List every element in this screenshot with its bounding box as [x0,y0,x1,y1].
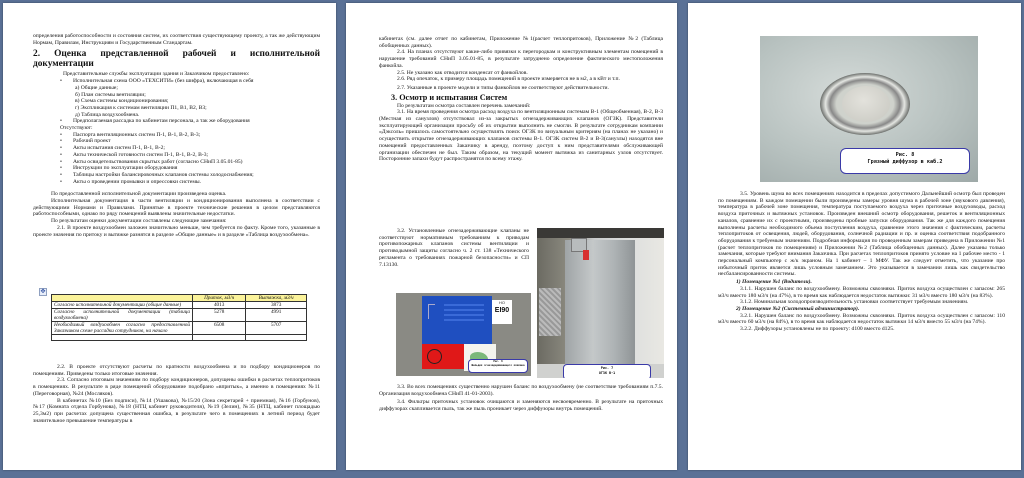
figure-6-caption: Рис. 6 Шильдик огнезадерживающего клапана [468,359,528,373]
provided-label: Представительные службы эксплуатации здания и Заказчиком предоставлено: [63,71,250,78]
paragraph: 2.5. Не указано как отводится конденсат от фанкойлов. [397,69,528,76]
table-cell [246,335,307,341]
paragraph: кабинетах (см. далее отчет по кабинетам, Приложение №1(расчет теплопритоков), Приложение №2 (Таблица обобщенных данных). [379,36,663,49]
table-cell: Согласно исполнительной документации (таблица воздухообмена) [52,309,193,322]
figure-6-damper-label-photo [396,293,531,376]
page-2-body [379,36,663,163]
table-row [52,309,307,322]
provided-item: • Исполнительная схема ООО «ТЕХСИТИ» (без шифра), включающая в себя [73,78,320,85]
missing-item: • Паспорта вентиляционных систем П-1, В-1, В-2, В-3; [73,132,320,139]
missing-item: • Рабочий проект [73,138,320,145]
missing-label: Отсутствуют: [60,125,93,132]
paragraph: 2.4. На планах отсутствуют какие-либо привязки к перегородкам и конструктивным элементам помещений в нарушение требований СНиП 3.05.01-85, в результате затруднено определение фактического местоположения фанкойла. [379,49,663,69]
paragraph: 2.3. Согласно итоговым значениям по подбору кондиционеров, допущены ошибки в расчетах теплопритоков в помещениях. В результате в ряде помещений оборудование подобрано «впритык», а именно в помещениях №11 (Переговорная), №24 (Мосляков). [33,377,320,397]
table-cell: 4013 [193,302,246,309]
figure-8-diffuser-photo [760,36,978,182]
diffuser-center [842,86,890,122]
provided-subitem: в) Схема системы кондиционирования; [75,98,169,105]
paragraph: 3.5. Уровень шума во всех помещениях находится в пределах допустимого Дальнейший осмотр был проведен по помещениям. В каждом помещении были произведены замеры уровня шума в рабочей зоне (звукового давления), температура в рабочей зоне помещения, температура поступаемого воздуха через приточные воздуховоды, расход воздуха приточных и вытяжных установок. Произведен внешний осмотр оборудования, решеток и вентиляционных каналов, сравнение их с проектными, произведены пробные запуски оборудования. Так же для каждого помещения выполнены расчеты необходимого объема поступления воздуха, сравнение этого значения с фактическим, расчеты теплопритоков от освещения, людей, оборудования, солнечной радиации и пр. и оценка соответствия подобранного оборудования к требуемым значениям. Подробная информация по проведенным замерам приведена в Приложении №1 (расчет теплопритоков по помещениям) и Приложении №2 (Таблица обобщенных данных). Далее указаны только замечания, которые требуют внимания Заказчика. При расчетах теплопритоков принято условие на 1 рабочее место - 1 персональный компьютер с ж/к экраном. На 1 кабинет – 1 МФУ. Так же следует отметить, что указание про избыточный приток является лишь условным замечанием. Это указывается в замечании лишь как свидетельство несбалансированности системы. [718,191,1005,278]
page-1-body [33,33,320,238]
paragraph: 3.2.1. Нарушен баланс по воздухообмену. Возможны сквозняки. Приток воздуха осуществлен с запасом: 110 м3/ч вместо 60 м3/ч (на 84%), в то время как наблюдается недостаток вытяжки 14 м3/ч вместо 55 м3/ч (на 74%). [718,312,1005,326]
table-cell: Согласно исполнительной документации (общие данные) [52,302,193,309]
table-cell: 5278 [193,309,246,322]
room-1-heading: 1) Помещение №1 (Водители). [736,279,812,286]
paragraph: По результатам осмотра составлен перечень замечаний: [397,102,531,109]
table-header-cell: Вытяжка, м3/ч [246,295,307,302]
document-page-1 [3,3,336,470]
table-row [52,335,307,341]
missing-item: • Инструкции по эксплуатации оборудования [73,165,320,172]
table-cell: 4991 [246,309,307,322]
missing-item: • Таблицы настройки балансировочных клапанов системы холодоснабжения; [73,172,320,179]
missing-item: • Акты испытания систем П-1, В-1, В-2; [73,145,320,152]
paragraph: 3.4. Фильтры приточных установок очищаются и заменяются несвоевременно. В результате на приточных диффузорах скапливается пыль, так же пыль проникает через диффузоры внутрь помещений. [379,399,663,413]
brand-logo-icon [427,349,442,364]
intro-paragraph: определения работоспособности и состояния систем, их соответствия существующему проекту, а так же действующим Нормам, Правилам, Инструкциям и Государственным Стандартам. [33,33,320,46]
paragraph: 3.1.2. Номинальная холодопроизводительность установки соответствует требуемым значениям. [740,299,969,306]
red-label [422,344,464,369]
paragraph: По результатам оценки документации составлены следующие замечания: [51,218,227,225]
paragraph: Исполнительная документация в части вентиляции и кондиционирования выполнена в соответствии с действующими Нормами и Правилами. Принятые в проекте технические решения в целом представляются работоспособными, однако по ряду помещений выявлены значительные недостатки. [33,198,320,218]
page-1-body-continued [33,364,320,424]
missing-item: • Акты освидетельствования скрытых работ (согласно СНиП 3.05.01-85) [73,159,320,166]
duct-body [565,240,635,364]
table-cell [52,335,193,341]
document-page-2 [346,3,677,470]
paragraph: 2.7. Указанные в проекте модели и типы фанкойлов не соответствуют действительности. [397,84,609,91]
figure-7-fire-damper-photo [537,228,664,378]
page-3-body [718,191,1005,333]
fire-rating-sticker: НО EI90 [492,300,512,324]
figure-8-caption: Рис. 8 Грязный диффузор в каб.2 [840,148,970,174]
table-header-cell [52,295,193,302]
paragraph: В кабинетах №10 (Без подписи), №14 (Ушакова), №15/20 (Зона секретарей + приемная), №16 (Горбунов), №17 (Комната отдела Горбунова), №18 (НТЦ кабинет руководителя), №19 (Зелин), №35 (НТЦ, кабинет площадью 25,3м2) при расчетах допущена существенная ошибка, в результате чего в помещениях в летний период будет значительное превышение температуры в [33,397,320,424]
table-cell: Необходимый воздухообмен согласно предоставленной Заказчиком схеме рассадки сотрудников, на начало [52,322,193,335]
paragraph: 3.2.2. Диффузоры установлены не по проекту: d100 вместо d125. [740,326,895,333]
provided-extra: • Предполагаемая рассадка по кабинетам персонала, а так же оборудования [73,118,320,125]
airflow-table [51,294,307,341]
paragraph: По предоставленной исполнительной документации произведена оценка. [51,191,227,198]
section-2-heading: 2. Оценка представленной рабочей и исполнительной документации [33,49,320,70]
room-2-heading: 2) Помещение №2 (Системный администратор). [736,305,860,312]
table-move-handle-icon[interactable]: ✥ [40,289,46,295]
paragraph: 2.1. В проекте воздухообмен заложен значительно меньше, чем требуется по факту. Кроме того, указанные в проекте значения по притоку и вытяжке разнятся в разделе «Общие данные» и в разделе «Таблица воздухообмена». [33,224,320,238]
paragraph: 3.2. Установленные огнезадерживающие клапаны не соответствуют нормативным требованиям к приводам противопожарных клапанов системы вентиляции и противодымной защиты согласно ч. 2 ст. 138 «Технического регламента о требованиях пожарной безопасности» и СП 7.13130. [379,228,529,268]
table-header-row [52,295,307,302]
paragraph: 3.1.1. Нарушен баланс по воздухообмену. Возможны сквозняки. Приток воздуха осуществлен с запасом: 265 м3/ч вместо 180 м3/ч (на 47%), в то время как наблюдается недостаток вытяжки: 31 м3/ч вместо 180 м3/ч (на 83%). [718,285,1005,299]
table-cell: 5707 [246,322,307,335]
table-cell: 6508 [193,322,246,335]
provided-subitem: г) Экспликация к системам вентиляции П1, В1, В2, В3; [75,104,207,111]
table-row [52,322,307,335]
provided-subitem: б) План системы вентиляции; [75,91,146,98]
paragraph: 3.1. На время проведения осмотра расход воздуха по вентиляционным системам В-1 (Общеобменная), В-2, В-3 (Местная из санузлов) отсутствовал из-за закрытых огнезадерживающих клапанов (ОГЗК). Представители эксплуатирующей организации просьбу об их открытии выполнить не смогли. В результате сотрудникам компании «Дэксоль» пришлось самостоятельно осуществлять поиск ОГЗК по визуальным критериям (на планах не указано) и осуществить открытие огнезадерживающих клапанов системы В-1. ОГЗК систем В-2 и В-3(санузлы) находятся вне помещений предоставленных Заказчику в аренду, поэтому доступ к ним представителями обслуживающей организации обеспечен не был. Таким образом, на текущий момент вытяжка из санитарных узлов отсутствует. Посторонние запахи будут распространятся по всему этажу. [379,109,663,163]
figure-7-caption: Рис. 7 ОГЗК В-1 [563,364,651,378]
page-2-body-bottom [379,384,663,413]
paragraph: 3.3. Во всех помещениях существенно нарушен баланс по воздухообмену (не соответствие требованиям п.7.5. Организация воздухообмена СНиП 41-01-2003). [379,384,663,397]
table-header-cell: Приток, м3/ч [193,295,246,302]
section-3-heading: 3. Осмотр и испытания Систем [391,92,508,102]
table-row [52,302,307,309]
provided-subitem: а) Общие данные; [75,84,118,91]
missing-item: • Акты технической готовности систем П-1, В-1, В-2, В-3; [73,152,320,159]
table-cell: 3873 [246,302,307,309]
document-page-3 [688,3,1021,470]
missing-item: • Акты о проведении промывки и опрессовки системы. [73,179,320,186]
paragraph: 2.6. Ряд опечаток, к примеру площадь помещений в проекте измеряется не в м2, а в кВт и т.п. [397,76,620,83]
provided-subitem: д) Таблица воздухообмена. [75,111,140,118]
paragraph: 2.2. В проекте отсутствуют расчеты по кратности воздухообмена и по подбору кондиционеров по помещениям. Приведены только итоговые значения. [33,364,320,377]
insulated-duct [539,288,561,336]
table-cell [193,335,246,341]
blue-label [422,296,492,344]
page-2-side-text [379,228,529,268]
